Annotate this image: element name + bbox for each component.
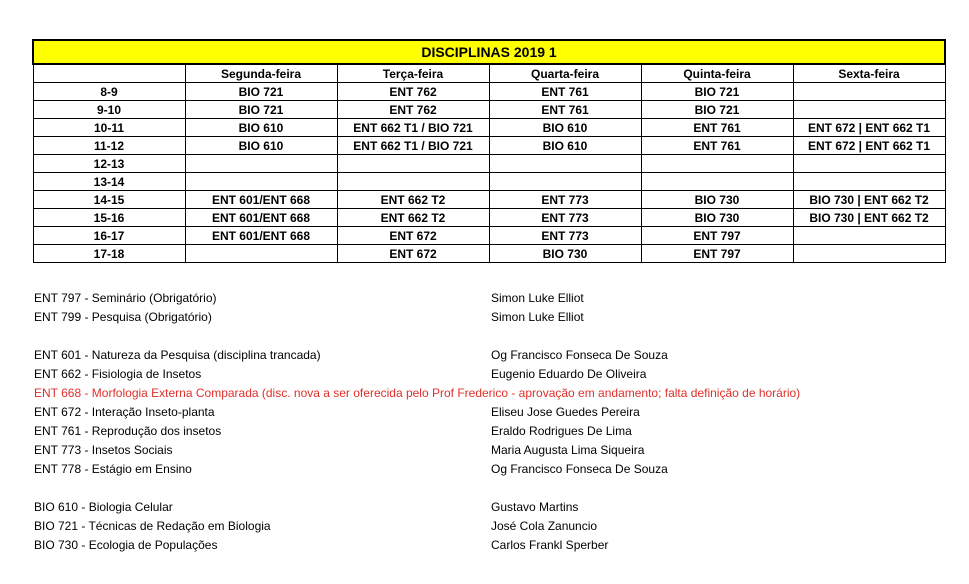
schedule-table: [32, 39, 946, 263]
teacher-name: Gustavo Martins: [491, 500, 579, 514]
teacher-list: [491, 289, 668, 555]
teacher-name: Og Francisco Fonseca De Souza: [491, 462, 668, 476]
schedule-cell: ENT 601/ENT 668: [185, 227, 337, 245]
teacher-name: Eliseu Jose Guedes Pereira: [491, 405, 640, 419]
teacher-name: José Cola Zanuncio: [491, 519, 598, 533]
table-row: [33, 155, 945, 173]
teacher-name: [491, 384, 668, 403]
schedule-cell: [185, 173, 337, 191]
schedule-cell: ENT 761: [641, 137, 793, 155]
schedule-cell: [793, 155, 945, 173]
teacher-name: Eraldo Rodrigues De Lima: [491, 424, 632, 438]
course-entry: ENT 662 - Fisiologia de Insetos: [34, 367, 202, 381]
schedule-cell: BIO 610: [185, 119, 337, 137]
table-row: [33, 137, 945, 155]
table-row: [33, 245, 945, 263]
schedule-cell: ENT 662 T1 / BIO 721: [337, 137, 489, 155]
schedule-cell: [337, 155, 489, 173]
schedule-cell: [489, 173, 641, 191]
schedule-cell: ENT 762: [337, 101, 489, 119]
schedule-cell: [793, 173, 945, 191]
schedule-cell: BIO 721: [185, 83, 337, 101]
course-list: [34, 289, 800, 555]
header-day: Quarta-feira: [489, 64, 641, 83]
course-entry: BIO 721 - Técnicas de Redação em Biologia: [34, 519, 271, 533]
schedule-cell: ENT 761: [489, 83, 641, 101]
schedule-title: DISCIPLINAS 2019 1: [33, 40, 945, 64]
title-row: [33, 40, 945, 64]
course-entry: ENT 668 - Morfologia Externa Comparada (disc. nova a ser oferecida pelo Prof Frederico - aprovação em andamento; falta definição de horário): [34, 386, 801, 400]
schedule-cell: [185, 155, 337, 173]
table-row: [33, 119, 945, 137]
schedule-cell: [793, 101, 945, 119]
teacher-name: Simon Luke Elliot: [491, 310, 584, 324]
table-row: [33, 173, 945, 191]
table-row: [33, 227, 945, 245]
time-slot: 17-18: [33, 245, 185, 263]
header-day: Sexta-feira: [793, 64, 945, 83]
schedule-cell: [641, 155, 793, 173]
schedule-cell: BIO 730: [641, 209, 793, 227]
course-entry: ENT 601 - Natureza da Pesquisa (disciplina trancada): [34, 348, 321, 362]
schedule-cell: ENT 662 T2: [337, 209, 489, 227]
schedule-cell: BIO 610: [489, 119, 641, 137]
teacher-name: Maria Augusta Lima Siqueira: [491, 443, 645, 457]
time-slot: 13-14: [33, 173, 185, 191]
schedule-cell: [793, 227, 945, 245]
time-slot: 16-17: [33, 227, 185, 245]
schedule-cell: ENT 761: [641, 119, 793, 137]
schedule-cell: BIO 721: [641, 101, 793, 119]
teacher-name: Eugenio Eduardo De Oliveira: [491, 367, 647, 381]
table-row: [33, 83, 945, 101]
schedule-cell: [793, 245, 945, 263]
schedule-cell: [641, 173, 793, 191]
schedule-cell: ENT 662 T2: [337, 191, 489, 209]
schedule-cell: ENT 773: [489, 227, 641, 245]
course-entry: ENT 761 - Reprodução dos insetos: [34, 424, 222, 438]
schedule-cell: ENT 672 | ENT 662 T1: [793, 137, 945, 155]
teacher-name: Og Francisco Fonseca De Souza: [491, 348, 668, 362]
time-slot: 14-15: [33, 191, 185, 209]
schedule-cell: ENT 672: [337, 227, 489, 245]
schedule-cell: ENT 762: [337, 83, 489, 101]
schedule-cell: ENT 797: [641, 245, 793, 263]
time-slot: 9-10: [33, 101, 185, 119]
course-entry: BIO 610 - Biologia Celular: [34, 500, 173, 514]
time-slot: 11-12: [33, 137, 185, 155]
schedule-cell: BIO 730 | ENT 662 T2: [793, 209, 945, 227]
course-entry: ENT 778 - Estágio em Ensino: [34, 462, 192, 476]
schedule-cell: ENT 601/ENT 668: [185, 209, 337, 227]
schedule-cell: ENT 662 T1 / BIO 721: [337, 119, 489, 137]
header-day: Segunda-feira: [185, 64, 337, 83]
course-entry: ENT 773 - Insetos Sociais: [34, 443, 173, 457]
teacher-name: Simon Luke Elliot: [491, 291, 584, 305]
schedule-cell: ENT 601/ENT 668: [185, 191, 337, 209]
course-entry: ENT 799 - Pesquisa (Obrigatório): [34, 310, 212, 324]
schedule-cell: [337, 173, 489, 191]
schedule-cell: BIO 610: [185, 137, 337, 155]
header-corner: [33, 64, 185, 83]
table-row: [33, 191, 945, 209]
schedule-cell: [185, 245, 337, 263]
course-entry: ENT 672 - Interação Inseto-planta: [34, 405, 215, 419]
time-slot: 12-13: [33, 155, 185, 173]
schedule-cell: ENT 773: [489, 209, 641, 227]
course-entry: ENT 797 - Seminário (Obrigatório): [34, 291, 217, 305]
schedule-cell: BIO 610: [489, 137, 641, 155]
time-slot: 8-9: [33, 83, 185, 101]
schedule-cell: [489, 155, 641, 173]
table-row: [33, 101, 945, 119]
header-day: Quinta-feira: [641, 64, 793, 83]
time-slot: 15-16: [33, 209, 185, 227]
schedule-cell: ENT 773: [489, 191, 641, 209]
schedule-cell: BIO 730 | ENT 662 T2: [793, 191, 945, 209]
schedule-cell: ENT 672 | ENT 662 T1: [793, 119, 945, 137]
header-row: [33, 64, 945, 83]
course-entry: BIO 730 - Ecologia de Populações: [34, 538, 218, 552]
schedule-cell: BIO 730: [489, 245, 641, 263]
schedule-cell: ENT 761: [489, 101, 641, 119]
table-row: [33, 209, 945, 227]
schedule-cell: ENT 797: [641, 227, 793, 245]
schedule-cell: [793, 83, 945, 101]
schedule-cell: BIO 730: [641, 191, 793, 209]
header-day: Terça-feira: [337, 64, 489, 83]
time-slot: 10-11: [33, 119, 185, 137]
schedule-cell: BIO 721: [185, 101, 337, 119]
schedule-cell: ENT 672: [337, 245, 489, 263]
schedule-cell: BIO 721: [641, 83, 793, 101]
teacher-name: Carlos Frankl Sperber: [491, 538, 609, 552]
